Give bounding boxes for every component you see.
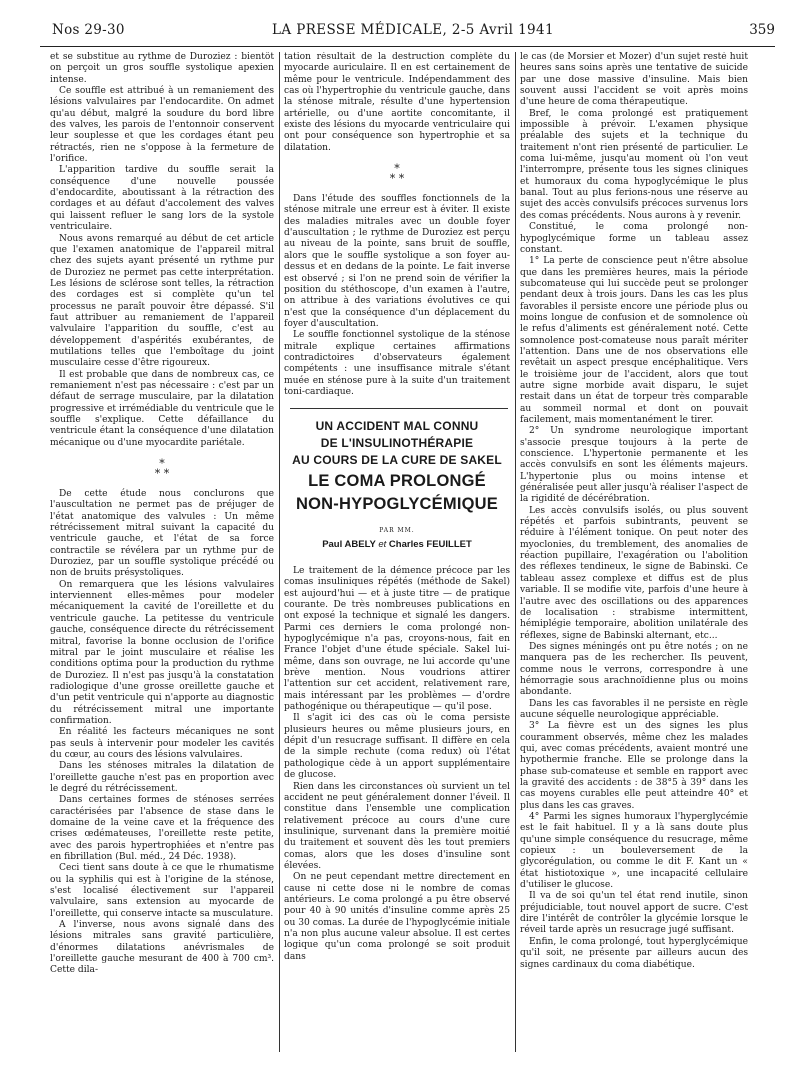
section-separator: * * * [389,162,405,186]
paragraph: Il est probable que dans de nombreux cas, ce remaniement n'est pas nécessaire : c'est par un défaut de serrage musculaire, par la dilatation progressive et irrémédiable du ventricule que le souffle s'explique. Cette défaillance du ventricule étant la conséquence d'une dilatation mécanique ou d'une myocardite pariétale. [50,369,274,448]
paragraph: Ceci tient sans doute à ce que le rhumatisme ou la syphilis qui est à l'origine de la sténose, s'est localisé électivement sur l'appareil valvulaire, sans extension au myocarde de l'oreillette, qui conserve intacte sa musculature. [50,863,274,919]
author-conjunction: et [378,538,387,550]
article-title-line: DE L'INSULINOTHÉRAPIE [320,436,474,451]
paragraph: Ce souffle est attribué à un remaniement des lésions valvulaires par l'endocardite. On admet qu'au début, malgré la soudure du bord libre des valves, les parois de l'entonnoir conservent leur souplesse et que les cordages étant peu rétractés, rien ne s'oppose à la fermeture de l'orifice. [50,86,274,165]
paragraph: et se substitue au rythme de Duroziez : bientôt on perçoit un gros souffle systolique apexien intense. [50,52,274,85]
column-left [50,52,274,1072]
paragraph: De cette étude nous conclurons que l'auscultation ne permet pas de préjuger de l'état anatomique des valvules : Un même rétrécissement mitral suivant la capacité du ventricule gauche, et l'état de sa force contractile se révélera par un rythme pur de Duroziez, par un souffle systolique précédé ou non de bruits présystoliques. [50,489,274,579]
paragraph: Il va de soi qu'un tel état rend inutile, sinon préjudiciable, tout nouvel apport de sucre. C'est dire l'intérêt de contrôler la glycémie lorsque le réveil tarde après un resucrage jugé suffisant. [520,891,748,936]
paragraph: Des signes méningés ont pu être notés ; on ne manquera pas de les rechercher. Ils peuvent, comme nous le verrons, correspondre à une hémorragie sous arachnoïdienne plus ou moins abondante. [520,641,748,698]
journal-title: LA PRESSE MÉDICALE, 2-5 Avril 1941 [272,22,555,38]
column-divider [279,52,280,1052]
paragraph: Nous avons remarqué au début de cet article que l'examen anatomique de l'appareil mitral chez des sujets ayant présenté un rythme pur de Duroziez ne permet pas cette interprétation. Les lésions de sclérose sont telles, la rétraction des cordages est si complète qu'un tel processus ne paraît pouvoir être dépassé. S'il faut attribuer au remaniement de l'appareil valvulaire l'apparition du souffle, c'est au développement d'aspérités exubérantes, de mutilations telles que l'emboîtage du joint musculaire cesse d'être rigoureux. [50,233,274,369]
article-heading [284,418,510,550]
paragraph: 2° Un syndrome neurologique important s'associe presque toujours à la perte de conscience. L'hypertonie permanente et les accès convulsifs en sont les éléments majeurs. L'hypertonie plus ou moins intense et généralisée peut aller jusqu'à réaliser l'aspect de la rigidité de décérébration. [520,426,748,505]
paragraph: Enfin, le coma prolongé, tout hyperglycémique qu'il soit, ne présente par ailleurs aucun des signes cardinaux du coma diabétique. [520,936,748,970]
paragraph: Le souffle fonctionnel systolique de la sténose mitrale explique certaines affirmations contradictoires d'observateurs également compétents : une insuffisance mitrale s'étant muée en sténose pure à la suite d'un traitement toni-cardiaque. [284,330,510,397]
paragraph: Dans certaines formes de sténoses serrées caractérisées par l'absence de stase dans le domaine de la veine cave et la fréquence des crises œdémateuses, l'oreillette reste petite, avec des parois hypertrophiées et n'entre pas en fibrillation (Bul. méd., 24 Déc. 1938). [50,795,274,863]
paragraph: Dans les cas favorables il ne persiste en règle aucune séquelle neurologique appréciable. [520,698,748,720]
paragraph: A l'inverse, nous avons signalé dans des lésions mitrales sans gravité particulière, d'énormes dilatations anévrismales de l'oreillette gauche mesurant de 400 à 700 cm³. Cette dila- [50,920,274,976]
section-separator: * * * [154,457,170,481]
paragraph: tation résultait de la destruction complète du myocarde auriculaire. Il en est certainement de même pour le ventricule. Indépendamment des cas où l'hypertrophie du ventricule gauche, dans la sténose mitrale, résulte d'une hypertension artérielle, ou d'une aortite concomitante, il existe des lésions du myocarde ventriculaire qui ont pour conséquence son hypertrophie et sa dilatation. [284,52,510,153]
paragraph: Les accès convulsifs isolés, ou plus souvent répétés et parfois subintrants, peuvent se réduire à l'élément tonique. On peut noter des myoclonies, du tremblement, des anomalies de réaction pupillaire, l'exagération ou l'abolition des réflexes tendineux, le signe de Babinski. Ce tableau assez complexe et diffus est de plus variable. Il se modifie vite, parfois d'une heure à l'autre avec des oscillations ou des apparences de localisation : strabisme intermittent, hémiplégie temporaire, abolition unilatérale des réflexes, signe de Babinski alternant, etc... [520,505,748,641]
paragraph: Dans l'étude des souffles fonctionnels de la sténose mitrale une erreur est à éviter. Il existe des maladies mitrales avec un double foyer d'auscultation ; le rythme de Duroziez est perçu au niveau de la pointe, sans bruit de souffle, alors que le souffle systolique a son foyer au-dessus et en dedans de la pointe. Le fait inverse est observé ; si l'on ne prend soin de vérifier la position du stéthoscope, d'un examen à l'autre, on attribue à des variations évolutives ce qui n'est que la conséquence d'un déplacement du foyer d'auscultation. [284,194,510,329]
paragraph: En réalité les facteurs mécaniques ne sont pas seuls à intervenir pour modeler les cavités du cœur, au cours des lésions valvulaires. [50,727,274,760]
paragraph: Dans les sténoses mitrales la dilatation de l'oreillette gauche n'est pas en proportion avec le degré du rétrécissement. [50,761,274,794]
paragraph: 1° La perte de conscience peut n'être absolue que dans les premières heures, mais la période subcomateuse qui lui succède peut se prolonger pendant deux à trois jours. Dans les cas les plus favorables il persiste encore une période plus ou moins longue de confusion et de somnolence où le refus d'aliments est généralement noté. Cette somnolence post-comateuse nous paraît mériter l'attention. Dans une de nos observations elle revêtait un aspect presque encéphalitique. Vers le troisième jour de l'accident, alors que tout autre signe morbide avait disparu, le sujet restait dans un état de torpeur très comparable au sommeil normal et dont on pouvait facilement, mais momentanément le tirer. [520,256,748,425]
article-divider [290,408,508,409]
column-middle [284,52,510,1072]
author-name: Charles FEUILLET [388,538,472,550]
paragraph: 3° La fièvre est un des signes les plus couramment observés, même chez les malades qui, avec comas précédents, avaient montré une hypothermie franche. Elle se prolonge dans la phase sub-comateuse et semble en rapport avec la gravité des accidents : de 38°5 à 39° dans les cas moyens curables elle peut atteindre 40° et plus dans les cas graves. [520,721,748,811]
page-number: 359 [749,22,775,38]
paragraph: le cas (de Morsier et Mozer) d'un sujet resté huit heures sans soins après une tentative de suicide par une dose massive d'insuline. Mais bien souvent aussi l'accident se voit après moins d'une heure de coma thérapeutique. [520,52,748,108]
column-right [520,52,748,1072]
paragraph: 4° Parmi les signes humoraux l'hyperglycémie est le fait habituel. Il y a là sans doute plus qu'une simple conséquence du resucrage, même copieux : un bouleversement de la glycorégulation, ou comme le dit F. Kant un « état histiotoxique », une incapacité cellulaire d'utiliser le glucose. [520,812,748,891]
column-divider [515,52,516,1052]
paragraph: On remarquera que les lésions valvulaires interviennent elles-mêmes pour modeler mécaniquement la cavité de l'oreillette et du ventricule gauche. La petitesse du ventricule gauche, conséquence directe du rétrécissement mitral, favorise la bonne occlusion de l'orifice mitral par le joint musculaire et réalise les conditions optima pour la production du rythme de Duroziez. Il n'est pas jusqu'à la constatation radiologique d'une grosse oreillette gauche et d'un petit ventricule qui n'apporte au diagnostic du rétrécissement mitral une importante confirmation. [50,579,274,726]
article-title-main: NON-HYPOGLYCÉMIQUE [296,495,498,514]
paragraph: Bref, le coma prolongé est pratiquement impossible à prévoir. L'examen physique préalable des sujets et la technique du traitement n'ont rien présenté de particulier. Le coma lui-même, jusqu'au moment où l'on veut l'interrompre, présente tous les signes cliniques et humoraux du coma hypoglycémique le plus banal. Tout au plus ferions-nous une réserve au sujet des accès convulsifs précoces survenus lors des comas précédents. Nous aurons à y revenir. [520,108,748,221]
article-authors [284,539,510,550]
paragraph: Il s'agit ici des cas où le coma persiste plusieurs heures ou même plusieurs jours, en dépit d'un resucrage suffisant. Il diffère en cela de la simple rechute (coma redux) où l'état pathologique cède à un apport supplémentaire de glucose. [284,713,510,781]
paragraph: On ne peut cependant mettre directement en cause ni cette dose ni le nombre de comas antérieurs. Le coma prolongé a pu être observé pour 40 à 90 unités d'insuline comme après 25 ou 30 comas. La durée de l'hypoglycémie initiale n'a non plus aucune valeur absolue. Il est certes logique qu'un coma prolongé se soit produit dans [284,872,510,962]
page-header [40,22,775,47]
paragraph: L'apparition tardive du souffle serait la conséquence d'une nouvelle poussée d'endocardite, aboutissant à la rétraction des cordages et au défaut d'accolement des valves qui laissent refluer le sang lors de la systole ventriculaire. [50,165,274,233]
byline-prefix: PAR MM. [379,527,415,535]
paragraph: Rien dans les circonstances où survient un tel accident ne peut généralement donner l'éveil. Il constitue dans l'ensemble une complication relativement précoce au cours d'une cure insulinique, survenant dans la première moitié du traitement et souvent dès les tout premiers comas, alors que les doses d'insuline sont élevées. [284,781,510,871]
article-title-main: LE COMA PROLONGÉ [308,472,486,491]
article-title-line: AU COURS DE LA CURE DE SAKEL [292,453,502,468]
article-title-line: UN ACCIDENT MAL CONNU [315,419,479,434]
paragraph: Le traitement de la démence précoce par les comas insuliniques répétés (méthode de Sakel) est aujourd'hui — et à juste titre — de pratique courante. De très nombreuses publications en ont exposé la technique et signalé les dangers. Parmi ces derniers le coma prolongé non-hypoglycémique n'a pas, croyons-nous, fait en France l'objet d'une étude spéciale. Sakel lui-même, dans son ouvrage, ne lui accorde qu'une brève mention. Nous voudrions attirer l'attention sur cet accident, relativement rare, mais intéressant par les problèmes — d'ordre pathogénique ou thérapeutique — qu'il pose. [284,565,510,713]
issue-number: Nos 29-30 [52,22,125,38]
paragraph: Constitué, le coma prolongé non-hypoglycémique forme un tableau assez constant. [520,222,748,255]
author-name: Paul ABELY [322,538,376,550]
